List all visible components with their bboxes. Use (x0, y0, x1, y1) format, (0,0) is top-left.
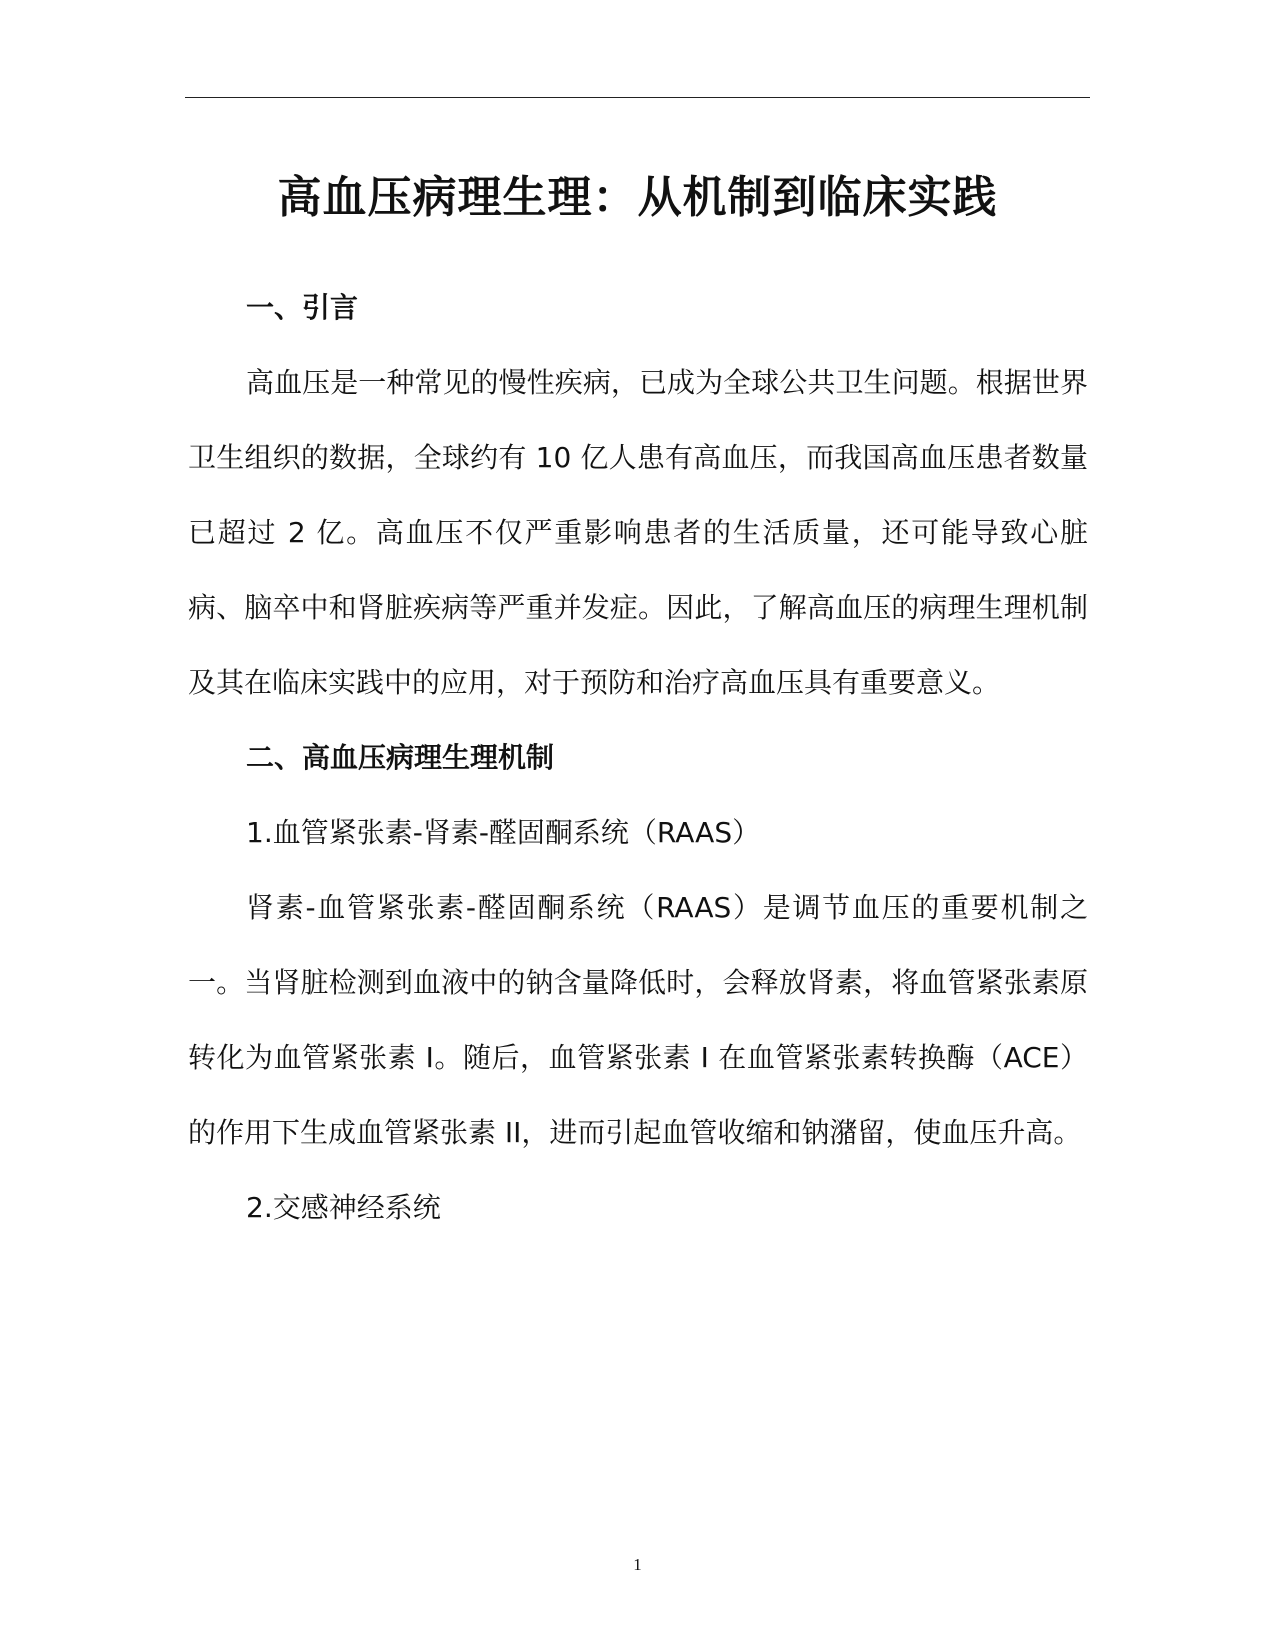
section-heading-mechanism: 二、高血压病理生理机制 (246, 741, 555, 774)
intro-paragraph: 高血压是一种常见的慢性疾病，已成为全球公共卫生问题。根据世界卫生组织的数据，全球约有 10 亿人患有高血压，而我国高血压患者数量已超过 2 亿。高血压不仅严重影响患者的生活质量，还可能导致心脏病、脑卒中和肾脏疾病等严重并发症。因此，了解高血压的病理生理机制及其在临床实践中的应用，对于预防和治疗高血压具有重要意义。 (188, 366, 1088, 699)
document-body (188, 270, 1088, 1245)
subheading-raas: 1.血管紧张素-肾素-醛固酮系统（RAAS） (246, 816, 761, 849)
page-number: 1 (633, 1555, 642, 1574)
section-heading-intro: 一、引言 (246, 291, 359, 324)
header-rule (185, 97, 1090, 98)
document-title: 高血压病理生理：从机制到临床实践 (277, 172, 998, 223)
subheading-sympathetic: 2.交感神经系统 (246, 1191, 441, 1224)
raas-paragraph: 肾素-血管紧张素-醛固酮系统（RAAS）是调节血压的重要机制之一。当肾脏检测到血液中的钠含量降低时，会释放肾素，将血管紧张素原转化为血管紧张素 I。随后，血管紧张素 I 在血管紧张素转换酶（ACE）的作用下生成血管紧张素 II，进而引起血管收缩和钠潴留，使血压升高。 (188, 891, 1088, 1149)
